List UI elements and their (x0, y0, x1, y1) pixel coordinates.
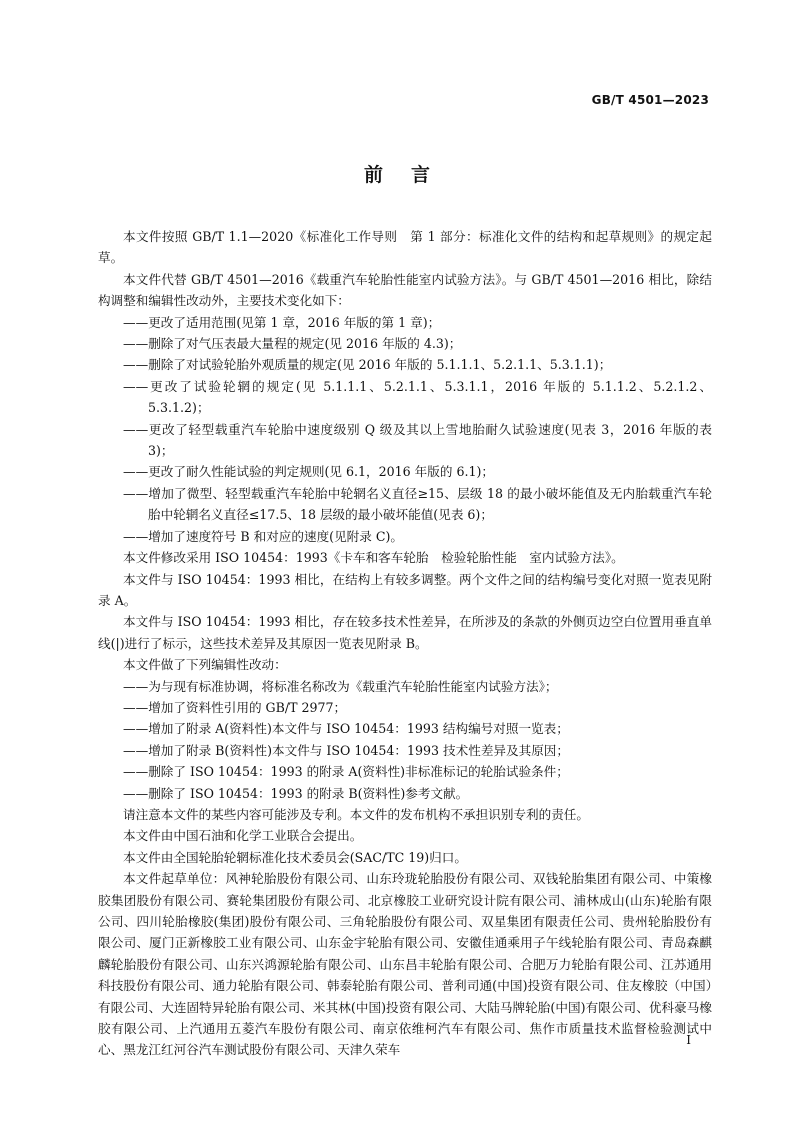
paragraph: 本文件由全国轮胎轮辋标准化技术委员会(SAC/TC 19)归口。 (123, 849, 467, 865)
paragraph: 本文件代替 GB/T 4501—2016《载重汽车轮胎性能室内试验方法》。与 GB/T 4501—2016 相比，除结构调整和编辑性改动外，主要技术变化如下： (98, 271, 712, 309)
page-number: I (686, 1033, 691, 1047)
paragraph: 本文件修改采用 ISO 10454：1993《卡车和客车轮胎 检验轮胎性能 室内试验方法》。 (123, 550, 624, 566)
list-item: ——删除了对试验轮胎外观质量的规定(见 2016 年版的 5.1.1.1、5.2.1.1、5.3.1.1)； (123, 357, 612, 373)
paragraph: 本文件与 ISO 10454：1993 相比，在结构上有较多调整。两个文件之间的结构编号变化对照一览表见附录 A。 (98, 571, 712, 608)
list-item: ——删除了 ISO 10454：1993 的附录 B(资料性)参考文献。 (123, 785, 469, 801)
paragraph: 本文件按照 GB/T 1.1—2020《标准化工作导则 第 1 部分：标准化文件的结构和起草规则》的规定起草。 (98, 229, 712, 266)
list-item: ——更改了适用范围(见第 1 章，2016 年版的第 1 章)； (123, 314, 441, 330)
list-item: ——删除了 ISO 10454：1993 的附录 A(资料性)非标准标记的轮胎试验条件； (123, 764, 569, 780)
paragraph: 本文件由中国石油和化学工业联合会提出。 (123, 828, 363, 844)
paragraph: 请注意本文件的某些内容可能涉及专利。本文件的发布机构不承担识别专利的责任。 (123, 806, 589, 822)
list-item: ——增加了资料性引用的 GB/T 2977； (123, 699, 347, 715)
page-title: 前言 (363, 164, 458, 186)
paragraph: 本文件做了下列编辑性改动： (123, 657, 287, 673)
list-item: ——增加了附录 B(资料性)本文件与 ISO 10454：1993 技术性差异及其原因； (123, 742, 569, 758)
list-item: ——更改了轻型载重汽车轮胎中速度级别 Q 级及其以上雪地胎耐久试验速度(见表 3，2016 年版的表 3)； (123, 421, 712, 459)
list-item: ——增加了微型、轻型载重汽车轮胎中轮辋名义直径≥15、层级 18 的最小破坏能值及无内胎载重汽车轮胎中轮辋名义直径≤17.5、18 层级的最小破坏能值(见表 6)； (123, 485, 712, 523)
list-item: ——更改了耐久性能试验的判定规则(见 6.1，2016 年版的 6.1)； (123, 464, 495, 480)
foreword-body (98, 226, 712, 1061)
list-item: ——更改了试验轮辋的规定(见 5.1.1.1、5.2.1.1、5.3.1.1，2016 年版的 5.1.1.2、5.2.1.2、5.3.1.2)； (123, 378, 712, 416)
list-item: ——增加了附录 A(资料性)本文件与 ISO 10454：1993 结构编号对照一览表； (123, 721, 569, 737)
list-item: ——增加了速度符号 B 和对应的速度(见附录 C)。 (123, 528, 404, 544)
paragraph: 本文件起草单位：风神轮胎股份有限公司、山东玲珑轮胎股份有限公司、双钱轮胎集团有限公司、中策橡胶集团股份有限公司、赛轮集团股份有限公司、北京橡胶工业研究设计院有限公司、浦林成山(山东)轮胎有限公司、四川轮胎橡胶(集团)股份有限公司、三角轮胎股份有限公司、双星集团有限责任公司、贵州轮胎股份有限公司、厦门正新橡胶工业有限公司、山东金宇轮胎有限公司、安徽佳通乘用子午线轮胎有限公司、青岛森麒麟轮胎股份有限公司、山东兴鸿源轮胎有限公司、山东昌丰轮胎有限公司、合肥万力轮胎有限公司、江苏通用科技股份有限公司、通力轮胎有限公司、韩泰轮胎有限公司、普利司通(中国)投资有限公司、住友橡胶（中国）有限公司、大连固特异轮胎有限公司、米其林(中国)投资有限公司、大陆马牌轮胎(中国)有限公司、优科豪马橡胶有限公司、上汽通用五菱汽车股份有限公司、南京依维柯汽车有限公司、焦作市质量技术监督检验测试中心、黑龙江红河谷汽车测试股份有限公司、天津久荣车 (98, 871, 712, 1058)
paragraph: 本文件与 ISO 10454：1993 相比，存在较多技术性差异，在所涉及的条款的外侧页边空白位置用垂直单线(|)进行了标示，这些技术差异及其原因一览表见附录 B。 (98, 614, 712, 651)
standard-code: GB/T 4501—2023 (591, 93, 709, 107)
list-item: ——为与现有标准协调，将标准名称改为《载重汽车轮胎性能室内试验方法》； (123, 678, 558, 694)
list-item: ——删除了对气压表最大量程的规定(见 2016 年版的 4.3)； (123, 336, 462, 352)
